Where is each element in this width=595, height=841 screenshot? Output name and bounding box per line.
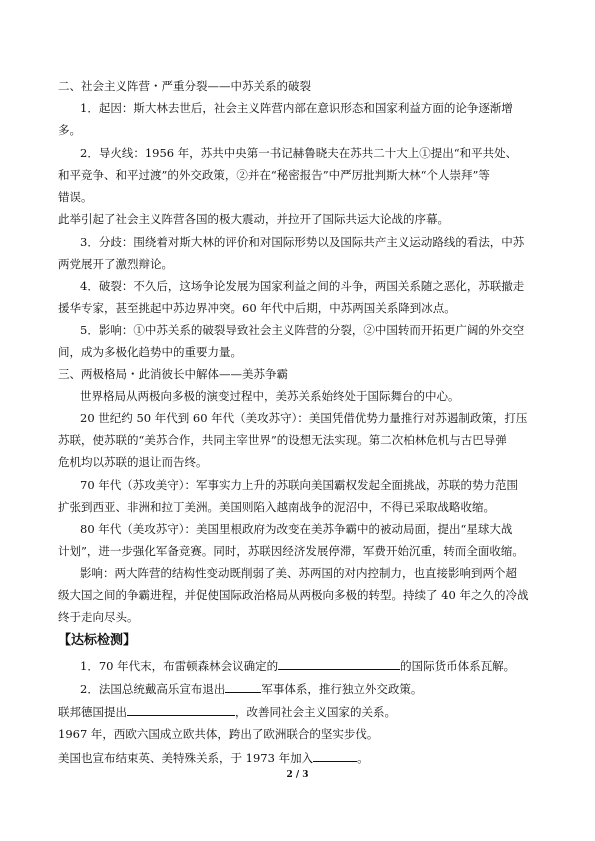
section-2-p2-line1: 2．导火线：1956 年，苏共中央第一书记赫鲁晓夫在苏共二十大上①提出“和平共处、	[80, 146, 518, 160]
question-2-text-a: 2．法国总统戴高乐宣布退出	[80, 682, 226, 696]
question-5	[58, 750, 369, 766]
section-3-50s-line2: 苏联，使苏联的“美苏合作，共同主宰世界”的设想无法实现。第二次柏林危机与古巴导弹	[58, 433, 507, 447]
question-2-text-b: 军事体系，推行独立外交政策。	[261, 682, 423, 696]
section-2-p2-line4: 此举引起了社会主义阵营各国的极大震动，并拉开了国际共运大论战的序幕。	[58, 212, 449, 226]
section-3-impact-line1: 影响：两大阵营的结构性变动既削弱了美、苏两国的对内控制力，也直接影响到两个超	[80, 566, 517, 580]
section-2-p4-line2: 援华专家，甚至挑起中苏边界冲突。60 年代中后期，中苏两国关系降到冰点。	[58, 301, 456, 315]
section-2-p1-line2: 多。	[58, 123, 81, 137]
question-2	[80, 681, 422, 697]
question-1	[80, 658, 515, 674]
question-5-text-b: 。	[357, 751, 369, 765]
section-2-p5-line1: 5．影响：①中苏关系的破裂导致社会主义阵营的分裂，②中国转而开拓更广阔的外交空	[80, 323, 525, 337]
question-3	[58, 704, 396, 720]
question-3-text-b: ，改善同社会主义国家的关系。	[235, 705, 396, 719]
section-3-impact-line2: 级大国之间的争霸进程，并促使国际政治格局从两极向多极的转型。持续了 40 年之久的冷战	[58, 588, 529, 602]
answer-blank-5[interactable]	[313, 750, 357, 762]
question-4: 1967 年，西欧六国成立欧共体，跨出了欧洲联合的坚实步伐。	[58, 727, 379, 741]
section-2-p2-line3: 错误。	[58, 190, 93, 204]
question-1-text-a: 1．70 年代末，布雷顿森林会议确定的	[80, 659, 279, 673]
section-2-title: 二、社会主义阵营・严重分裂——中苏关系的破裂	[58, 79, 311, 93]
section-3-50s-line1: 20 世纪约 50 年代到 60 年代（美攻苏守）：美国凭借优势力量推行对苏遏制政策，打压	[80, 411, 528, 425]
section-3-50s-line3: 危机均以苏联的退让而告终。	[58, 455, 208, 469]
section-2-p2-line2: 和平竞争、和平过渡”的外交政策，②并在“秘密报告”中严厉批判斯大林“个人崇拜”等	[58, 168, 490, 182]
section-3-70s-line1: 70 年代（苏攻美守）：军事实力上升的苏联向美国霸权发起全面挑战，苏联的势力范围	[80, 478, 519, 492]
section-3-title: 三、两极格局・此消彼长中解体——美苏争霸	[58, 367, 288, 381]
question-1-text-b: 的国际货币体系瓦解。	[400, 659, 516, 673]
section-2-p3-line1: 3．分歧：围绕着对斯大林的评价和对国际形势以及国际共产主义运动路线的看法，中苏	[80, 235, 525, 249]
question-3-text-a: 联邦德国提出	[58, 705, 127, 719]
section-3-impact-line3: 终于走向尽头。	[58, 610, 139, 624]
answer-blank-2[interactable]	[225, 681, 261, 693]
section-2-p4-line1: 4．破裂：不久后，这场争论发展为国家利益之间的斗争，两国关系随之恶化，苏联撤走	[80, 279, 525, 293]
section-3-intro: 世界格局从两极向多极的演变过程中，美苏关系始终处于国际舞台的中心。	[80, 389, 460, 403]
check-heading: 【达标检测】	[58, 633, 137, 648]
section-2-p5-line2: 间，成为多极化趋势中的重要力量。	[58, 345, 242, 359]
section-3-80s-line2: 计划”，进一步强化军备竞赛。同时，苏联因经济发展停滞，军费开始沉重，转而全面收缩。	[58, 544, 524, 558]
answer-blank-1[interactable]	[278, 658, 400, 670]
question-5-text-a: 美国也宣布结束英、美特殊关系，于 1973 年加入	[58, 751, 314, 765]
section-2-p1-line1: 1．起因：斯大林去世后，社会主义阵营内部在意识形态和国家利益方面的论争逐渐增	[80, 101, 513, 115]
section-2-p3-line2: 两党展开了激烈辩论。	[58, 257, 173, 271]
section-3-80s-line1: 80 年代（美攻苏守）：美国里根政府为改变在美苏争霸中的被动局面，提出“星球大战	[80, 522, 513, 536]
page-number: 2 / 3	[286, 770, 309, 780]
section-3-70s-line2: 扩张到西亚、非洲和拉丁美洲。美国则陷入越南战争的泥沼中，不得已采取战略收缩。	[58, 500, 495, 514]
answer-blank-3[interactable]	[127, 704, 235, 716]
